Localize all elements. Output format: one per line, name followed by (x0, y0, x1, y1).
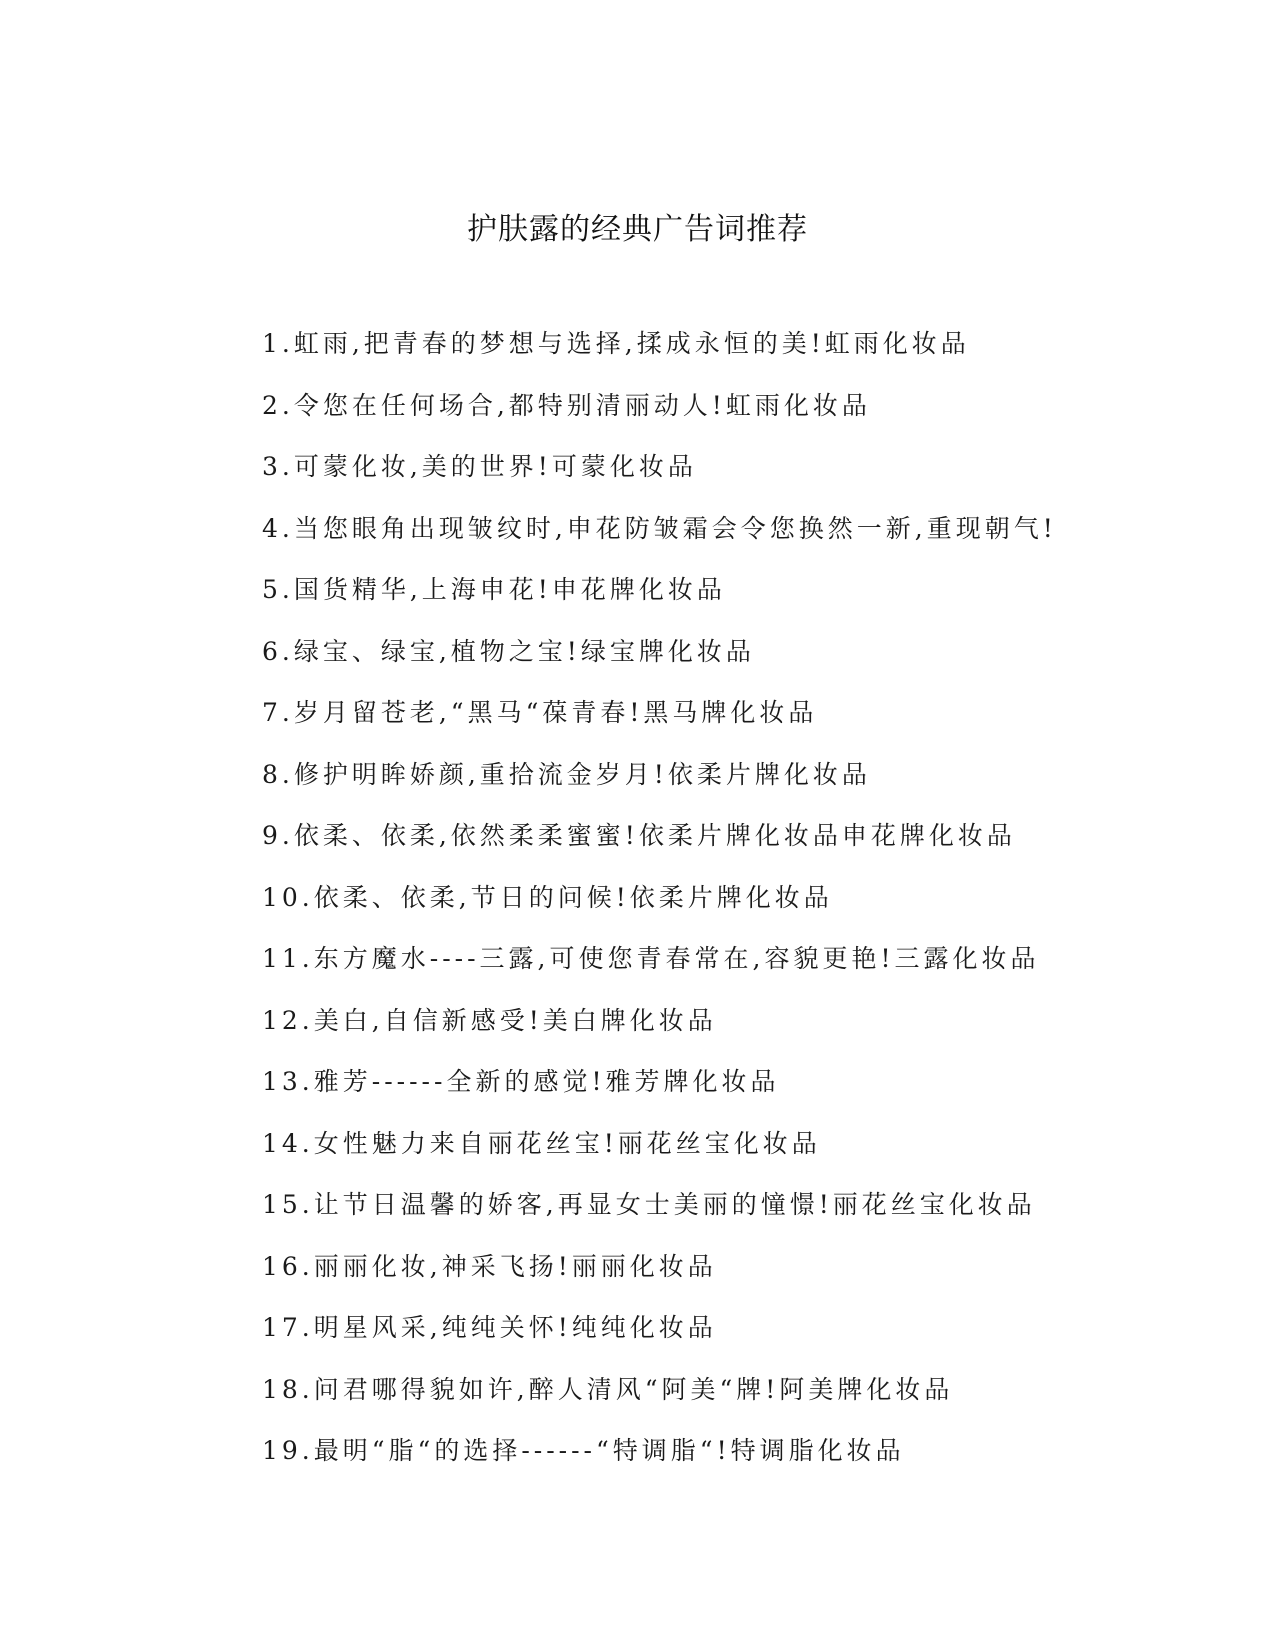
list-item: 5.国货精华,上海申花!申花牌化妆品 (262, 575, 726, 604)
list-item: 18.问君哪得貌如许,醉人清风“阿美“牌!阿美牌化妆品 (262, 1374, 954, 1404)
list-item: 11.东方魔水----三露,可使您青春常在,容貌更艳!三露化妆品 (262, 944, 1040, 973)
list-item: 16.丽丽化妆,神采飞扬!丽丽化妆品 (262, 1251, 717, 1281)
slogan-list (262, 322, 1182, 1491)
list-item: 7.岁月留苍老,“黑马“葆青春!黑马牌化妆品 (262, 698, 818, 727)
list-item: 15.让节日温馨的娇客,再显女士美丽的憧憬!丽花丝宝化妆品 (262, 1190, 1036, 1219)
list-item: 14.女性魅力来自丽花丝宝!丽花丝宝化妆品 (262, 1128, 821, 1158)
list-item: 4.当您眼角出现皱纹时,申花防皱霜会令您换然一新,重现朝气! (262, 513, 1057, 543)
list-item: 13.雅芳------全新的感觉!雅芳牌化妆品 (262, 1067, 780, 1096)
list-item: 10.依柔、依柔,节日的问候!依柔片牌化妆品 (262, 882, 833, 912)
list-item: 8.修护明眸娇颜,重拾流金岁月!依柔片牌化妆品 (262, 759, 871, 789)
list-item: 19.最明“脂“的选择------“特调脂“!特调脂化妆品 (262, 1436, 905, 1465)
list-item: 17.明星风采,纯纯关怀!纯纯化妆品 (262, 1313, 717, 1342)
list-item: 1.虹雨,把青春的梦想与选择,揉成永恒的美!虹雨化妆品 (262, 329, 970, 358)
list-item: 12.美白,自信新感受!美白牌化妆品 (262, 1005, 717, 1035)
list-item: 9.依柔、依柔,依然柔柔蜜蜜!依柔片牌化妆品申花牌化妆品 (262, 821, 1016, 850)
list-item: 2.令您在任何场合,都特别清丽动人!虹雨化妆品 (262, 390, 871, 420)
list-item: 6.绿宝、绿宝,植物之宝!绿宝牌化妆品 (262, 636, 755, 666)
list-item: 3.可蒙化妆,美的世界!可蒙化妆品 (262, 452, 697, 481)
page-title: 护肤露的经典广告词推荐 (467, 212, 808, 247)
